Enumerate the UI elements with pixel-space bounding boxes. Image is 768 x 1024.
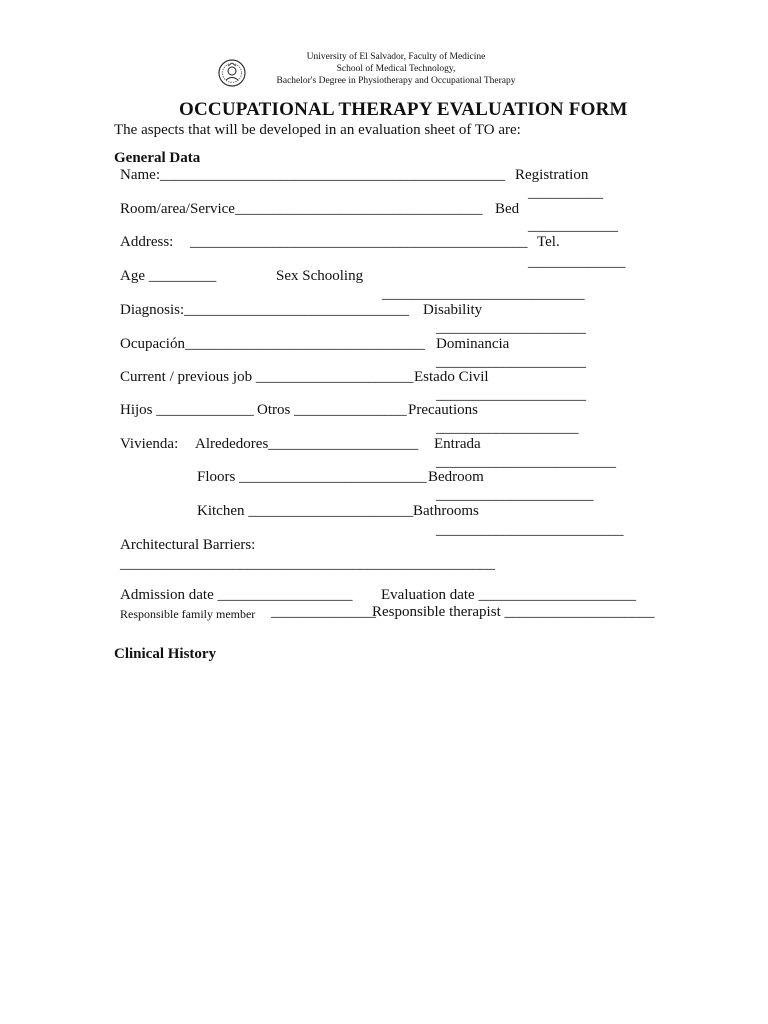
registration-field[interactable]: __________ — [528, 185, 603, 201]
responsible-family-member-field[interactable]: ______________ — [271, 604, 376, 620]
age-field[interactable]: Age _________ — [120, 268, 217, 284]
bathrooms-label: Bathrooms — [413, 503, 479, 519]
registration-label: Registration — [515, 167, 589, 183]
header-line-school: School of Medical Technology, — [336, 64, 456, 74]
vivienda-label: Vivienda: — [120, 436, 179, 452]
dominancia-field[interactable]: ____________________ — [436, 354, 586, 370]
entrada-label: Entrada — [434, 436, 481, 452]
diagnosis-field[interactable]: Diagnosis:______________________________ — [120, 302, 410, 318]
evaluation-date-field[interactable]: Evaluation date _____________________ — [381, 587, 636, 603]
institution-header — [260, 51, 532, 87]
responsible-family-member-label: Responsible family member — [120, 607, 256, 621]
precautions-field[interactable]: ___________________ — [436, 420, 579, 436]
ocupacion-field[interactable]: Ocupación________________________________ — [120, 336, 425, 352]
floors-field[interactable]: Floors _________________________ — [197, 469, 427, 485]
bed-label: Bed — [495, 201, 520, 217]
disability-field[interactable]: ____________________ — [436, 320, 586, 336]
header-line-degree: Bachelor's Degree in Physiotherapy and Occupational Therapy — [276, 76, 516, 86]
architectural-barriers-label: Architectural Barriers: — [120, 537, 256, 553]
tel-field[interactable]: _____________ — [528, 254, 626, 270]
form-title: OCCUPATIONAL THERAPY EVALUATION FORM — [179, 99, 628, 120]
dominancia-label: Dominancia — [436, 336, 510, 352]
clinical-history-heading: Clinical History — [114, 646, 217, 662]
alrededores-field[interactable]: Alrededores____________________ — [195, 436, 419, 452]
bed-field[interactable]: ____________ — [528, 218, 618, 234]
entrada-field[interactable]: ________________________ — [436, 454, 616, 470]
bedroom-label: Bedroom — [428, 469, 484, 485]
hijos-field[interactable]: Hijos _____________ — [120, 402, 254, 418]
general-data-heading: General Data — [114, 150, 201, 166]
name-field[interactable]: Name:______________________________________________ — [120, 167, 505, 183]
responsible-therapist-field[interactable]: Responsible therapist ____________________ — [372, 604, 655, 620]
address-label: Address: — [120, 234, 174, 250]
bedroom-field[interactable]: _____________________ — [436, 487, 594, 503]
tel-label: Tel. — [537, 234, 560, 250]
current-previous-job-field[interactable]: Current / previous job _____________________ — [120, 369, 414, 385]
header-line-university: University of El Salvador, Faculty of Medicine — [306, 52, 486, 62]
kitchen-field[interactable]: Kitchen ______________________ — [197, 503, 414, 519]
architectural-barriers-field[interactable]: __________________________________________________ — [120, 556, 495, 572]
admission-date-field[interactable]: Admission date __________________ — [120, 587, 353, 603]
address-field[interactable]: _____________________________________________ — [190, 234, 528, 250]
university-seal-icon — [217, 58, 247, 88]
sex-schooling-field[interactable]: ___________________________ — [382, 286, 585, 302]
sex-schooling-label: Sex Schooling — [276, 268, 364, 284]
disability-label: Disability — [423, 302, 483, 318]
room-area-service-field[interactable]: Room/area/Service_________________________________ — [120, 201, 483, 217]
precautions-label: Precautions — [408, 402, 478, 418]
estado-civil-field[interactable]: ____________________ — [436, 387, 586, 403]
bathrooms-field[interactable]: _________________________ — [436, 522, 624, 538]
intro-text: The aspects that will be developed in an evaluation sheet of TO are: — [114, 122, 521, 138]
estado-civil-label: Estado Civil — [414, 369, 489, 385]
otros-field[interactable]: Otros _______________ — [257, 402, 407, 418]
